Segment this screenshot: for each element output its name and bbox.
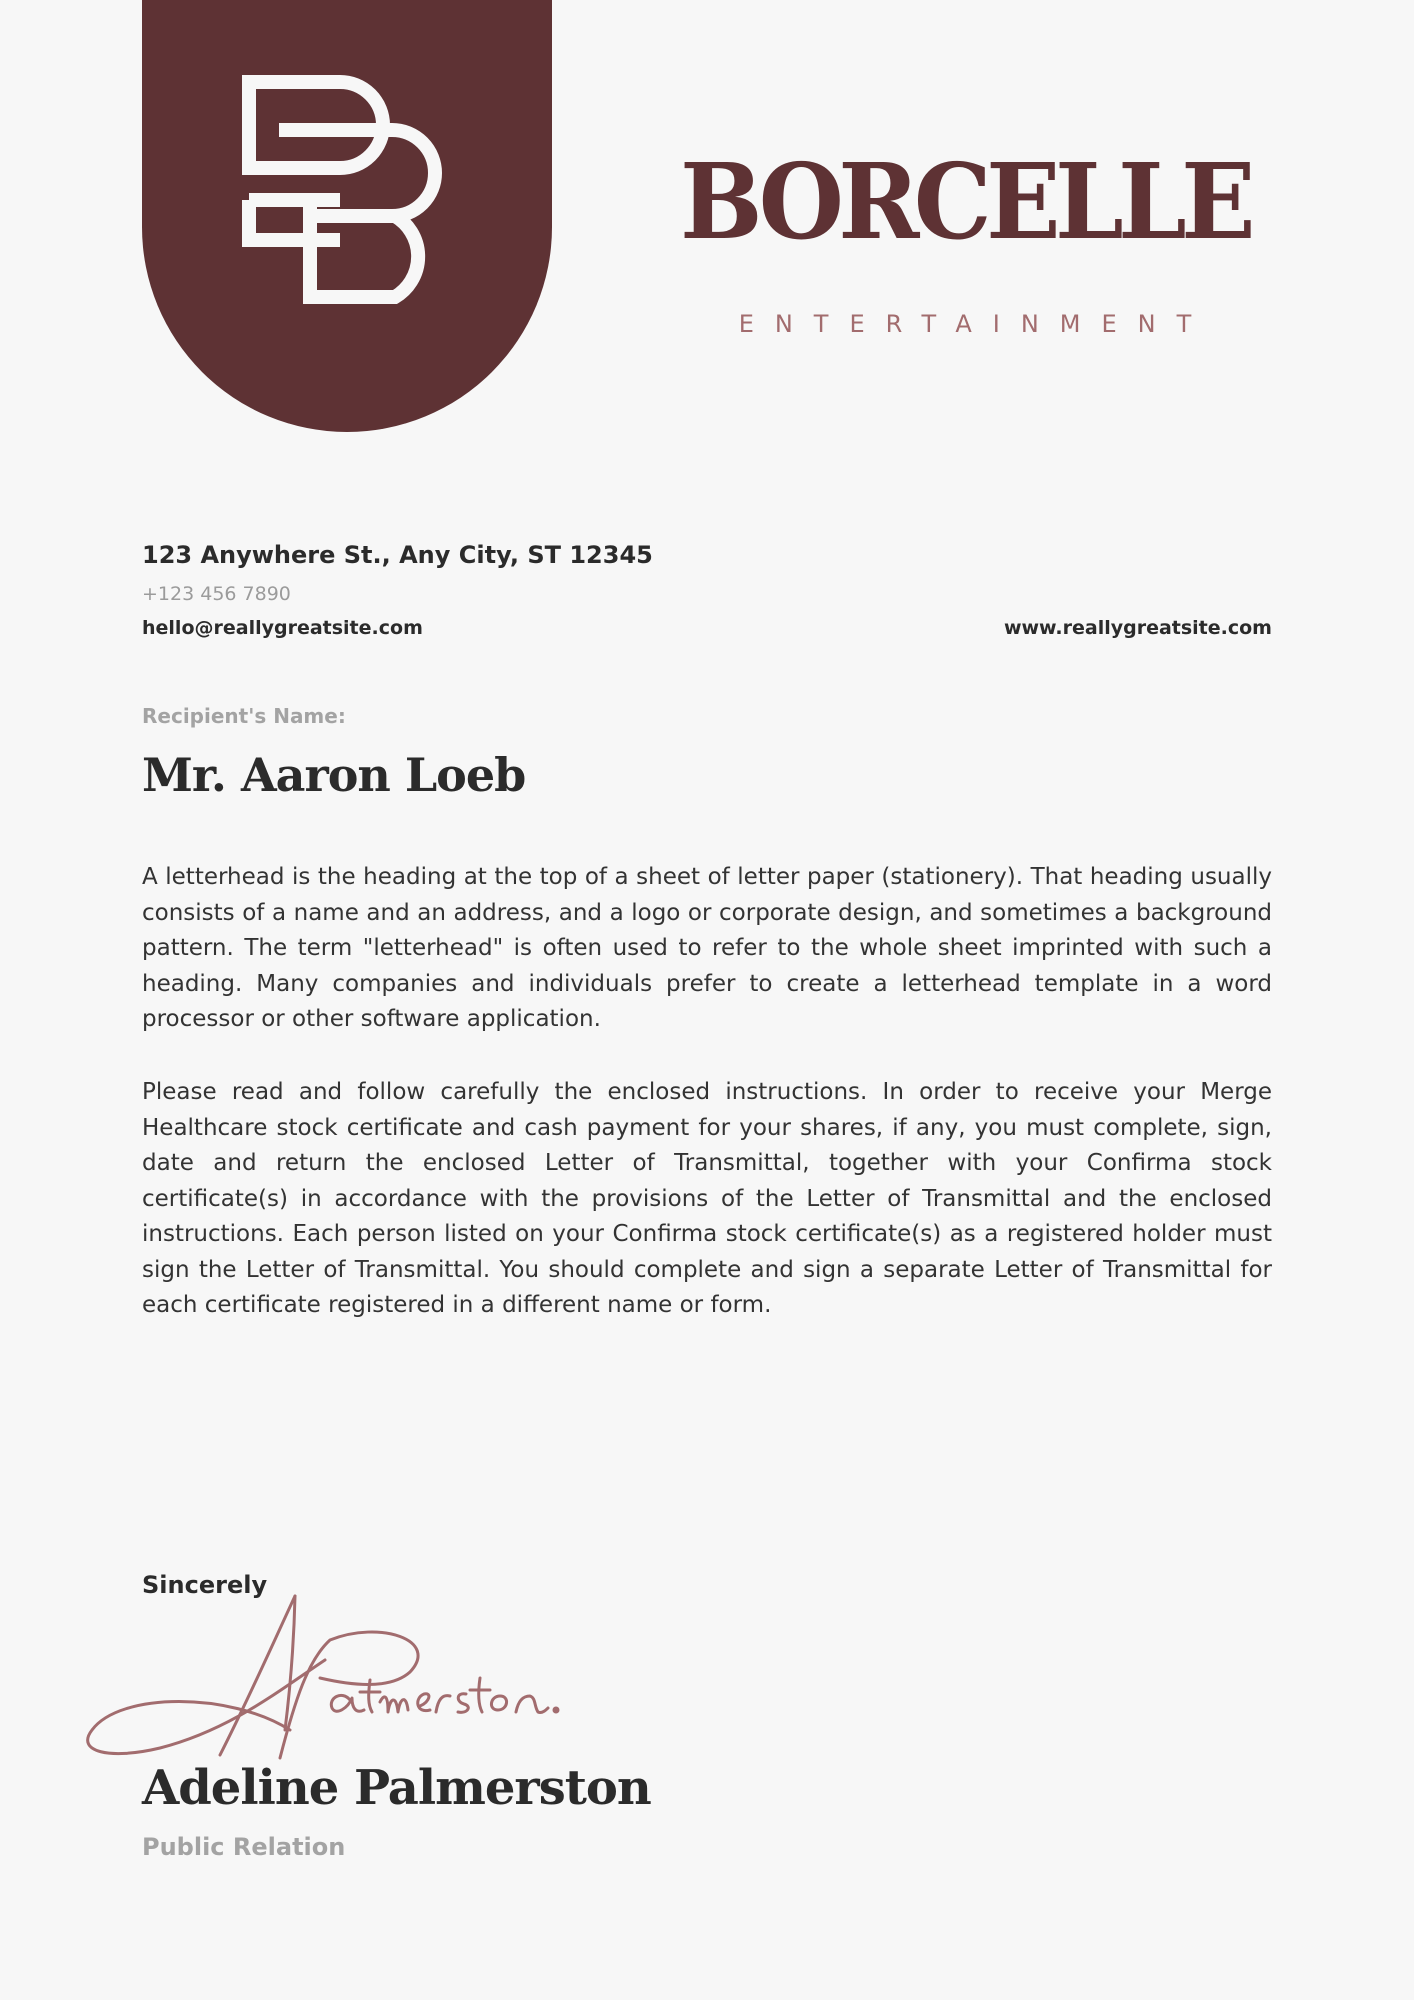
signer-role: Public Relation [142,1833,346,1861]
signer-name: Adeline Palmerston [142,1760,651,1816]
recipient-name: Mr. Aaron Loeb [142,748,526,802]
phone-number: +123 456 7890 [142,583,291,605]
recipient-label: Recipient's Name: [142,704,346,728]
brand-tagline: ENTERTAINMENT [738,310,1213,338]
email-link[interactable]: hello@reallygreatsite.com [142,617,423,639]
address: 123 Anywhere St., Any City, ST 12345 [142,541,653,569]
closing-salutation: Sincerely [142,1571,268,1599]
logo-badge [142,0,552,432]
website-link[interactable]: www.reallygreatsite.com [1003,617,1272,639]
body-paragraph: A letterhead is the heading at the top of a sheet of letter paper (stationery). That heading usually consists of a name and an address, and a logo or corporate design, and sometimes a background pattern. The term "letterhead" is often used to refer to the whole sheet imprinted with such a heading. Many companies and individuals prefer to create a letterhead template in a word processor or other software application. [142,864,1272,1032]
body-paragraph: Please read and follow carefully the enclosed instructions. In order to receive your Merge Healthcare stock certificate and cash payment for your shares, if any, you must complete, sign, date and return the enclosed Letter of Transmittal, together with your Confirma stock certificate(s) in accordance with the provisions of the Letter of Transmittal and the enclosed instructions. Each person listed on your Confirma stock certificate(s) as a registered holder must sign the Letter of Transmittal. You should complete and sign a separate Letter of Transmittal for each certificate registered in a different name or form. [142,1079,1272,1318]
brand-name: BORCELLE [679,140,1251,263]
bb-monogram-icon [142,0,552,432]
brand-header [660,140,1270,338]
signature-image [80,1580,600,1770]
